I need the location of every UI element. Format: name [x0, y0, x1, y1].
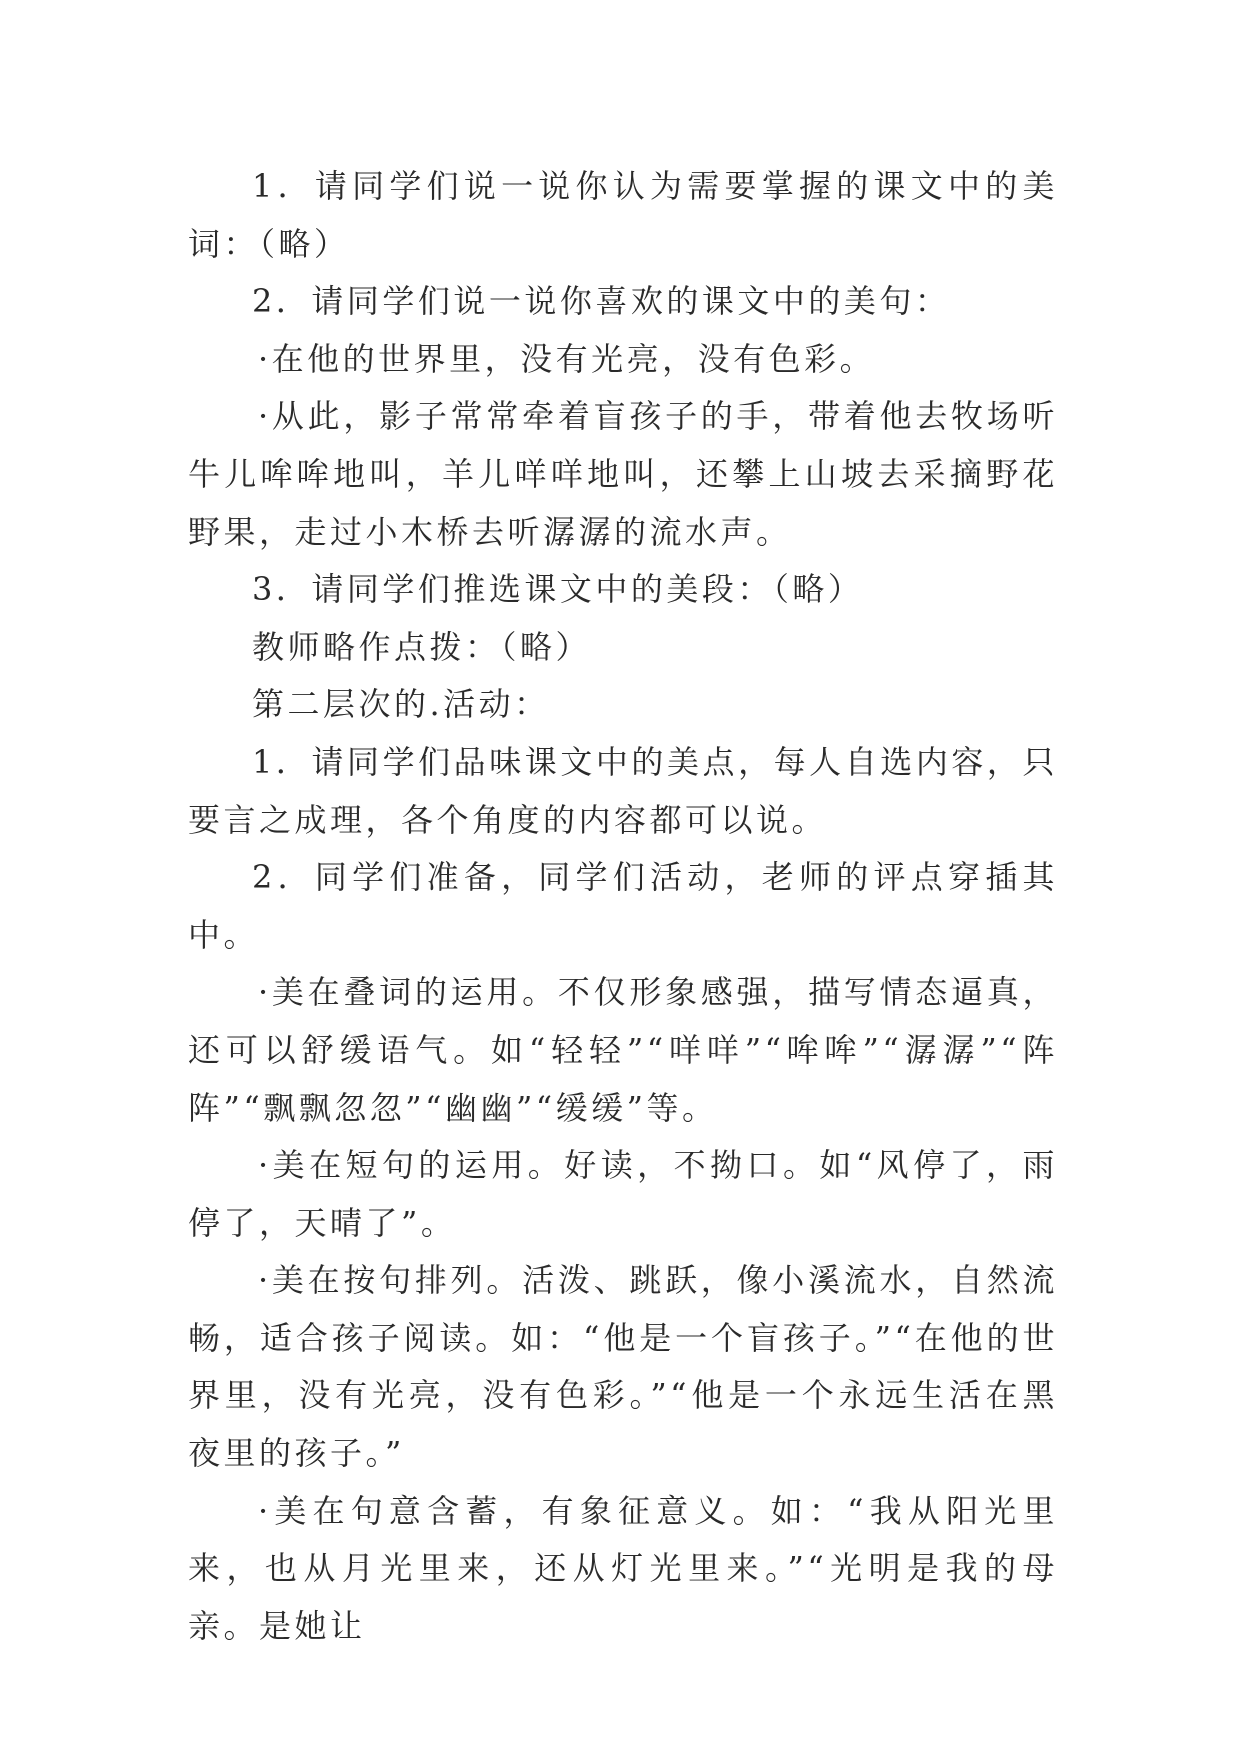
paragraph-savor-highlights: 1．请同学们品味课文中的美点，每人自选内容，只要言之成理，各个角度的内容都可以说。: [188, 742, 1058, 839]
bullet-sentence-shadow: ·从此，影子常常牵着盲孩子的手，带着他去牧场听牛儿哞哞地叫，羊儿咩咩地叫，还攀上山坡去采摘野花野果，走过小木桥去听潺潺的流水声。: [188, 397, 1058, 551]
paragraph-beautiful-passage: 3．请同学们推选课文中的美段：（略）: [252, 570, 864, 609]
bullet-sentence-world: ·在他的世界里，没有光亮，没有色彩。: [258, 339, 876, 378]
document-body: [188, 158, 1058, 1655]
paragraph-beautiful-sentences: 2．请同学们说一说你喜欢的课文中的美句：: [252, 282, 951, 321]
bullet-short-sentences: ·美在短句的运用。好读，不拗口。如“风停了，雨停了，天晴了”。: [188, 1146, 1058, 1242]
bullet-sentence-arrangement: ·美在按句排列。活泼、跳跃，像小溪流水，自然流畅，适合孩子阅读。如：“他是一个盲孩子。”“在他的世界里，没有光亮，没有色彩。”“他是一个永远生活在黑夜里的孩子。”: [188, 1261, 1058, 1473]
bullet-reduplicated-words: ·美在叠词的运用。不仅形象感强，描写情态逼真，还可以舒缓语气。如“轻轻”“咩咩”“哞哞”“潺潺”“阵阵”“飘飘忽忽”“幽幽”“缓缓”等。: [188, 973, 1058, 1127]
paragraph-teacher-guidance: 教师略作点拨：（略）: [252, 627, 592, 666]
bullet-implicit-meaning: ·美在句意含蓄，有象征意义。如：“我从阳光里来，也从月光里来，还从灯光里来。”“光明是我的母亲。是她让: [188, 1491, 1058, 1645]
paragraph-second-level-activity: 第二层次的.活动：: [252, 685, 550, 724]
paragraph-student-activity: 2．同学们准备，同学们活动，老师的评点穿插其中。: [188, 858, 1058, 954]
paragraph-beautiful-words: 1．请同学们说一说你认为需要掌握的课文中的美词：（略）: [188, 167, 1058, 263]
